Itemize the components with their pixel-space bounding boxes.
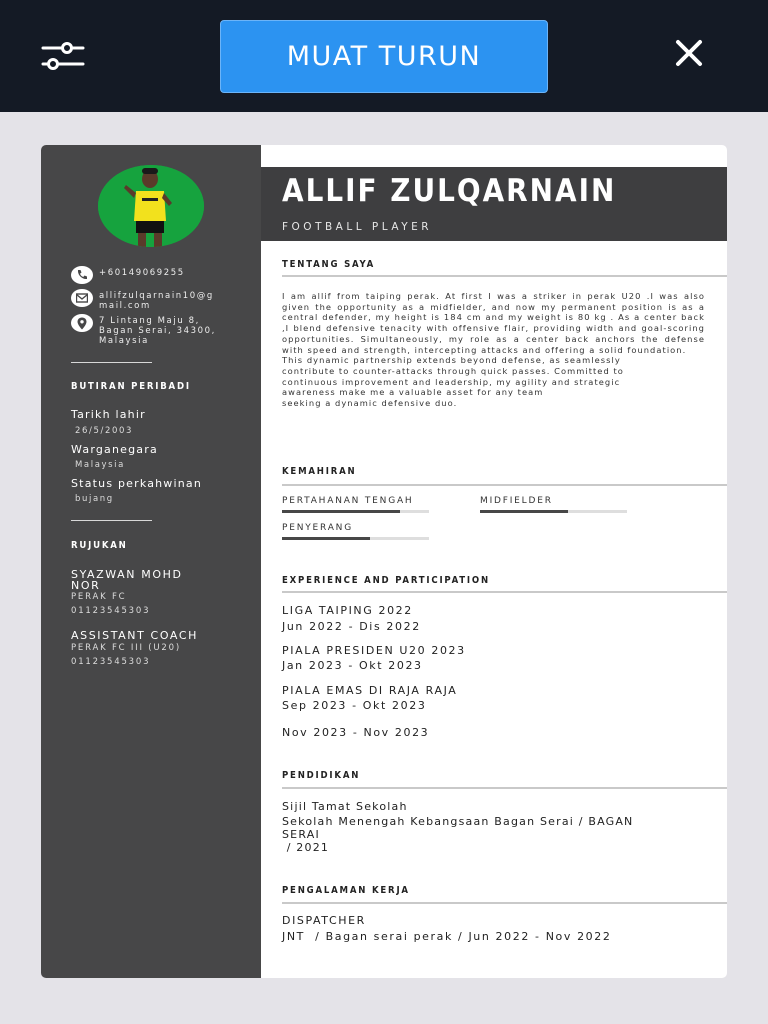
dob-label: Tarikh lahir	[71, 408, 146, 421]
education-heading: PENDIDIKAN	[282, 770, 361, 781]
contact-address	[71, 316, 216, 346]
work-title: DISPATCHER	[282, 914, 366, 927]
qualification: Sijil Tamat Sekolah	[282, 800, 408, 813]
resume-sidebar	[41, 145, 261, 978]
envelope-icon	[71, 289, 93, 307]
skill-bar-fill	[282, 510, 400, 513]
experience-dates: Nov 2023 - Nov 2023	[282, 726, 430, 739]
divider	[71, 520, 152, 521]
reference-name: SYAZWAN MOHD	[71, 568, 183, 581]
skill-bar	[480, 510, 627, 513]
skill-bar-fill	[480, 510, 568, 513]
skill-label: PERTAHANAN TENGAH	[282, 496, 414, 506]
address-line: Bagan Serai, 34300,	[99, 326, 216, 336]
divider	[282, 902, 727, 904]
work-detail: JNT / Bagan serai perak / Jun 2022 - Nov 2022	[282, 930, 612, 943]
contact-email	[71, 291, 214, 311]
skill-label: PENYERANG	[282, 523, 353, 533]
phone-number: +60149069255	[99, 268, 185, 278]
reference-name: NOR	[71, 579, 101, 592]
reference-name: ASSISTANT COACH	[71, 629, 198, 642]
reference-phone: 01123545303	[71, 606, 151, 616]
education-year: / 2021	[282, 841, 330, 854]
references-heading: RUJUKAN	[71, 540, 128, 551]
about-paragraph: I am allif from taiping perak. At first I was a striker in perak U20 .I was also given the opportunity as a midfielder, and now my permanent position is as a central defender, my height is 184 cm and my weight is 80 kg . As a center back ,I blend defensive tenacity with offensive flair, providing width and goal-scoring opportunities. Simultaneously, my role as a center back anchors the defense with speed and strength, intercepting attacks and offering a solid foundation.	[282, 291, 705, 355]
experience-title: PIALA PRESIDEN U20 2023	[282, 644, 466, 657]
skills-heading: KEMAHIRAN	[282, 466, 357, 477]
sliders-icon[interactable]	[40, 38, 86, 74]
about-heading: TENTANG SAYA	[282, 259, 376, 270]
experience-title: PIALA EMAS DI RAJA RAJA	[282, 684, 458, 697]
marital-status-label: Status perkahwinan	[71, 477, 203, 490]
experience-title: LIGA TAIPING 2022	[282, 604, 413, 617]
email-line: mail.com	[99, 301, 151, 311]
name-header	[261, 167, 727, 241]
school-name: Sekolah Menengah Kebangsaan Bagan Serai / BAGAN	[282, 815, 634, 828]
divider	[282, 275, 727, 277]
skill-bar	[282, 510, 429, 513]
divider	[282, 591, 727, 593]
candidate-name: ALLIF ZULQARNAIN	[282, 173, 617, 209]
address-line: Malaysia	[99, 336, 149, 346]
experience-dates: Jan 2023 - Okt 2023	[282, 659, 423, 672]
about-text	[282, 291, 705, 409]
about-line: contribute to counter-attacks through quick passes. Committed to	[282, 365, 624, 376]
resume-document	[41, 145, 727, 978]
reference-org: PERAK FC III (U20)	[71, 643, 181, 653]
reference-org: PERAK FC	[71, 592, 127, 602]
about-line: seeking a dynamic defensive duo.	[282, 398, 458, 409]
top-toolbar	[0, 0, 768, 112]
about-line: This dynamic partnership extends beyond defense, as seamlessly	[282, 355, 621, 366]
download-button[interactable]: MUAT TURUN	[220, 20, 548, 93]
candidate-role: FOOTBALL PLAYER	[282, 221, 433, 233]
nationality-value: Malaysia	[75, 460, 125, 470]
experience-dates: Jun 2022 - Dis 2022	[282, 620, 421, 633]
reference-phone: 01123545303	[71, 657, 151, 667]
divider	[282, 787, 727, 789]
email-line: allifzulqarnain10@g	[99, 291, 214, 301]
school-name: SERAI	[282, 828, 320, 841]
nationality-label: Warganegara	[71, 443, 158, 456]
dob-value: 26/5/2003	[75, 426, 133, 436]
skill-bar-fill	[282, 537, 370, 540]
close-icon[interactable]	[670, 34, 708, 72]
divider	[282, 484, 727, 486]
experience-dates: Sep 2023 - Okt 2023	[282, 699, 427, 712]
personal-details-heading: BUTIRAN PERIBADI	[71, 381, 191, 392]
marital-status-value: bujang	[75, 494, 114, 504]
experience-heading: EXPERIENCE AND PARTICIPATION	[282, 575, 490, 586]
about-line: continuous improvement and leadership, my agility and strategic	[282, 376, 621, 387]
about-line: awareness make me a valuable asset for any team	[282, 387, 544, 398]
phone-icon	[71, 266, 93, 284]
skill-label: MIDFIELDER	[480, 496, 553, 506]
avatar	[98, 165, 204, 247]
address-line: 7 Lintang Maju 8,	[99, 316, 200, 326]
contact-phone	[71, 268, 185, 284]
work-experience-heading: PENGALAMAN KERJA	[282, 885, 410, 896]
location-pin-icon	[71, 314, 93, 332]
skill-bar	[282, 537, 429, 540]
divider	[71, 362, 152, 363]
